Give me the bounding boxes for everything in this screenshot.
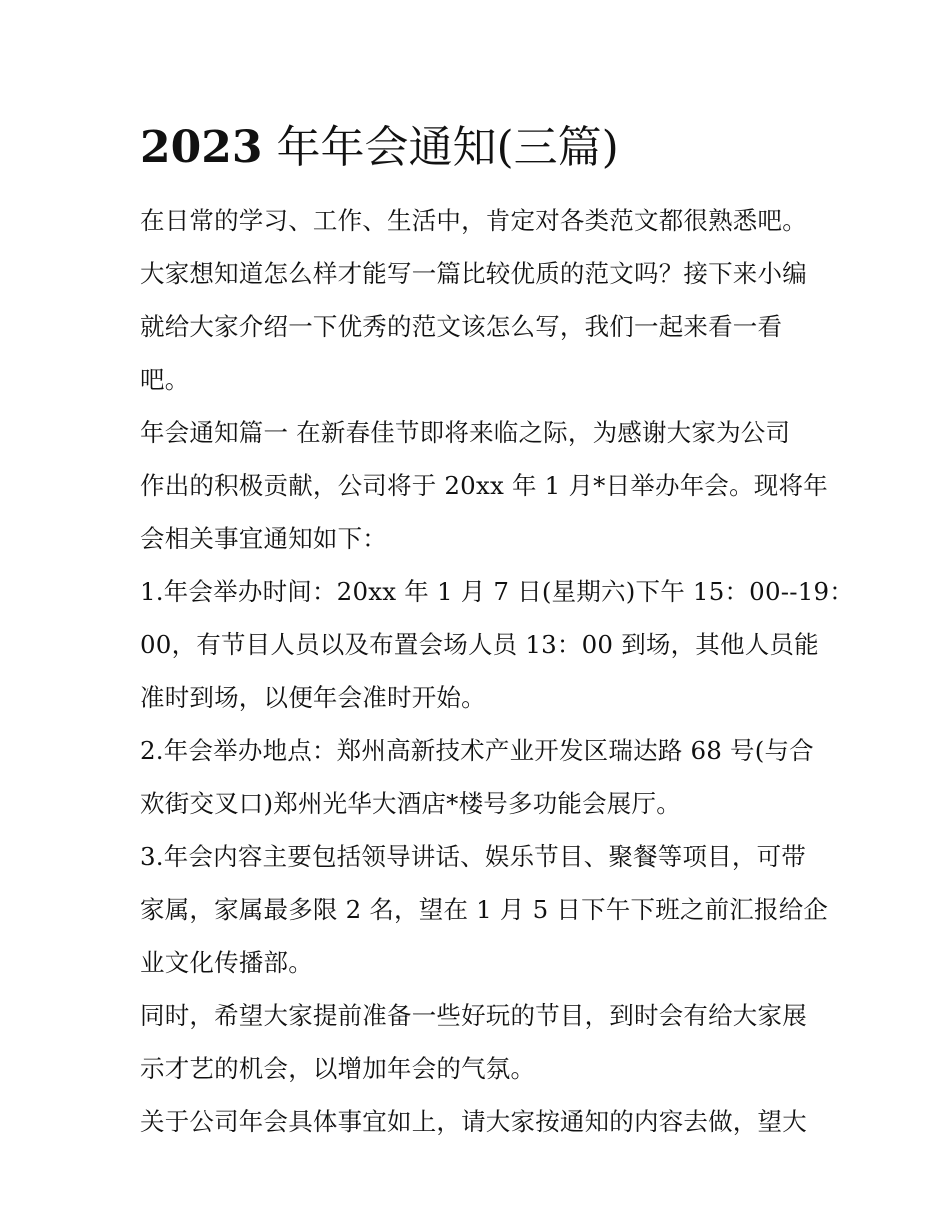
paragraph-item-content [140,830,829,989]
paragraph-item-location [140,724,820,830]
text-line: 2.年会举办地点：郑州高新技术产业开发区瑞达路 68 号(与合 [140,736,814,765]
document-body [140,194,854,1148]
document-title [140,118,840,178]
text-line: 就给大家介绍一下优秀的范文该怎么写，我们一起来看一看 [140,312,783,341]
text-line: 在日常的学习、工作、生活中，肯定对各类范文都很熟悉吧。 [140,206,807,235]
text-line: 准时到场，以便年会准时开始。 [140,683,486,712]
text-line: 3.年会内容主要包括领导讲话、娱乐节目、聚餐等项目，可带 [140,842,806,871]
text-line: 欢街交叉口)郑州光华大酒店*楼号多功能会展厅。 [140,789,681,818]
text-line: 会相关事宜通知如下： [140,524,387,553]
title-year: 2023 [140,122,263,173]
title-text: 年年会通知(三篇) [276,122,619,173]
paragraph-intro [140,194,820,406]
paragraph-item-time [140,565,854,724]
paragraph-closing [140,1095,820,1148]
text-line: 大家想知道怎么样才能写一篇比较优质的范文吗？接下来小编 [140,259,807,288]
text-line: 吧。 [140,365,190,394]
text-line: 示才艺的机会，以增加年会的气氛。 [140,1054,536,1083]
text-line: 1.年会举办时间：20xx 年 1 月 7 日(星期六)下午 15：00--19： [140,577,854,606]
paragraph-notice-one [140,406,828,565]
text-line: 作出的积极贡献，公司将于 20xx 年 1 月*日举办年会。现将年 [140,471,828,500]
text-line: 关于公司年会具体事宜如上，请大家按通知的内容去做，望大 [140,1107,807,1136]
text-line: 业文化传播部。 [140,948,313,977]
paragraph-programs [140,989,820,1095]
text-line: 同时，希望大家提前准备一些好玩的节目，到时会有给大家展 [140,1001,807,1030]
text-line: 00，有节目人员以及布置会场人员 13：00 到场，其他人员能 [140,630,819,659]
text-line: 年会通知篇一 在新春佳节即将来临之际，为感谢大家为公司 [140,418,791,447]
text-line: 家属，家属最多限 2 名，望在 1 月 5 日下午下班之前汇报给企 [140,895,829,924]
